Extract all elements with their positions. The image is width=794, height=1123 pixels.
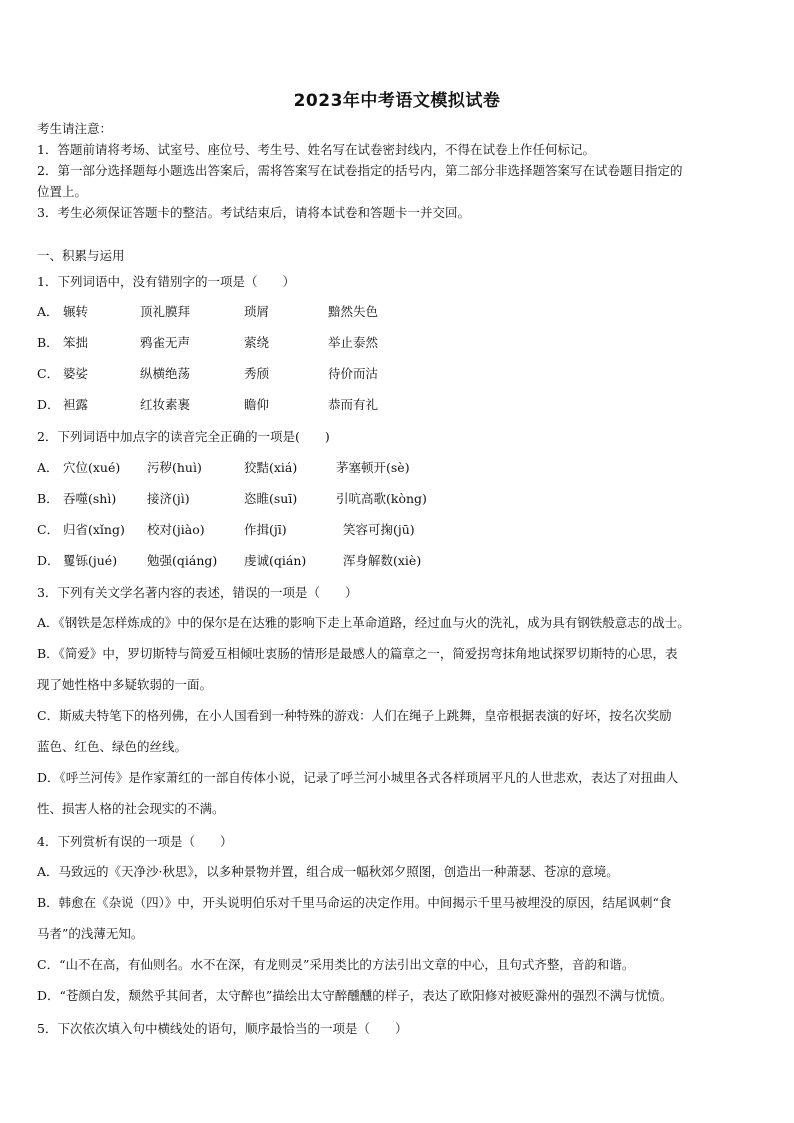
notice-item: 2．第一部分选择题每小题选出答案后，需将答案写在试卷指定的括号内，第二部分非选择题答案写在试卷题目指定的	[37, 163, 683, 178]
question-5-stem: 5．下次依次填入句中横线处的语句，顺序最恰当的一项是（ ）	[37, 1021, 408, 1036]
option-word: 校对(jiào)	[147, 522, 205, 537]
notice-item: 位置上。	[37, 184, 88, 199]
option-word: 顶礼膜拜	[140, 304, 191, 319]
option-line: 现了她性格中多疑软弱的一面。	[37, 677, 213, 692]
option-word: 笑容可掬(jū)	[343, 522, 415, 537]
option-word: 辗转	[63, 304, 89, 319]
option-word: 恣睢(suī)	[244, 491, 298, 506]
notice-item: 3．考生必须保证答题卡的整洁。考试结束后，请将本试卷和答题卡一并交回。	[37, 205, 470, 220]
option-line: C．斯威夫特笔下的格列佛，在小人国看到一种特殊的游戏：人们在绳子上跳舞，皇帝根据表演的好坏，按名次奖励	[37, 708, 672, 723]
notice-heading: 考生请注意：	[37, 121, 113, 136]
option-line: 蓝色、红色、绿色的丝线。	[37, 739, 188, 754]
question-3-stem: 3．下列有关文学名著内容的表述，错误的一项是（ ）	[37, 585, 358, 600]
option-word: 吞噬(shì)	[63, 491, 117, 506]
option-word: 琐屑	[244, 304, 270, 319]
question-4-options	[37, 856, 759, 1011]
page-title: 2023年中考语文模拟试卷	[293, 91, 501, 111]
option-word: 笨拙	[63, 335, 89, 350]
option-letter: A．	[37, 304, 59, 319]
option-word: 待价而沽	[328, 366, 379, 381]
option-letter: D．	[37, 397, 60, 412]
option-word: 鸦雀无声	[140, 335, 191, 350]
option-letter: C．	[37, 522, 60, 537]
option-letter: B．	[37, 491, 59, 506]
notice-item: 1．答题前请将考场、试室号、座位号、考生号、姓名写在试卷密封线内，不得在试卷上作任何标记。	[37, 142, 595, 157]
option-line: D．《呼兰河传》是作家萧红的一部自传体小说，记录了呼兰河小城里各式各样琐屑平凡的人世悲欢，表达了对扭曲人	[37, 770, 679, 785]
option-word: 浑身解数(xiè)	[343, 553, 422, 568]
option-word: 作揖(jī)	[244, 522, 287, 537]
option-word: 纵横绝荡	[140, 366, 191, 381]
option-letter: B．	[37, 335, 59, 350]
option-word: 矍铄(jué)	[63, 553, 118, 568]
option-word: 污秽(huì)	[147, 460, 202, 475]
option-letter: D．	[37, 553, 60, 568]
option-line: 性、损害人格的社会现实的不满。	[37, 801, 225, 816]
option-word: 瞻仰	[244, 397, 270, 412]
option-line: B．《简爱》中，罗切斯特与简爱互相倾吐衷肠的情形是最感人的篇章之一，简爱拐弯抹角地试探罗切斯特的心思，表	[37, 646, 678, 661]
option-line: A．《钢铁是怎样炼成的》中的保尔是在达雅的影响下走上革命道路，经过血与火的洗礼，成为具有钢铁般意志的战士。	[37, 615, 690, 630]
option-line: 马者”的浅薄无知。	[37, 926, 144, 941]
option-word: 接济(jì)	[147, 491, 190, 506]
option-word: 萦绕	[244, 335, 270, 350]
question-2-stem: 2．下列词语中加点字的读音完全正确的一项是( )	[37, 429, 330, 444]
option-word: 狡黠(xiá)	[244, 460, 298, 475]
option-word: 恭而有礼	[328, 397, 379, 412]
option-word: 引吭高歌(kòng)	[336, 491, 427, 506]
option-word: 勉强(qiáng)	[147, 553, 218, 568]
option-letter: A．	[37, 460, 59, 475]
question-3-options	[37, 607, 759, 824]
option-line: C．“山不在高，有仙则名。水不在深，有龙则灵”采用类比的方法引出文章的中心，且句式齐整，音韵和谐。	[37, 957, 635, 972]
option-word: 虔诚(qián)	[244, 553, 307, 568]
candidate-notice	[37, 118, 767, 223]
option-word: 袒露	[63, 397, 89, 412]
option-word: 归省(xǐng)	[63, 522, 125, 537]
option-line: D．“苍颜白发，颓然乎其间者，太守醉也”描绘出太守醉醺醺的样子，表达了欧阳修对被贬滁州的强烈不满与忧愤。	[37, 988, 673, 1003]
question-1-stem: 1．下列词语中，没有错别字的一项是（ ）	[37, 274, 295, 289]
section-heading: 一、积累与运用	[37, 248, 125, 263]
option-word: 秀颀	[244, 366, 270, 381]
question-4-stem: 4．下列赏析有误的一项是（ ）	[37, 834, 233, 849]
option-letter: C．	[37, 366, 60, 381]
option-word: 举止泰然	[328, 335, 379, 350]
option-word: 黯然失色	[328, 304, 379, 319]
option-word: 婆娑	[63, 366, 89, 381]
option-word: 穴位(xué)	[63, 460, 121, 475]
option-word: 茅塞顿开(sè)	[336, 460, 410, 475]
option-line: A．马致远的《天净沙·秋思》，以多种景物并置，组合成一幅秋郊夕照图，创造出一种萧瑟、苍凉的意境。	[37, 864, 619, 879]
option-word: 红妆素裹	[140, 397, 191, 412]
option-line: B．韩愈在《杂说（四）》中，开头说明伯乐对千里马命运的决定作用。中间揭示千里马被埋没的原因，结尾讽刺“食	[37, 895, 672, 910]
